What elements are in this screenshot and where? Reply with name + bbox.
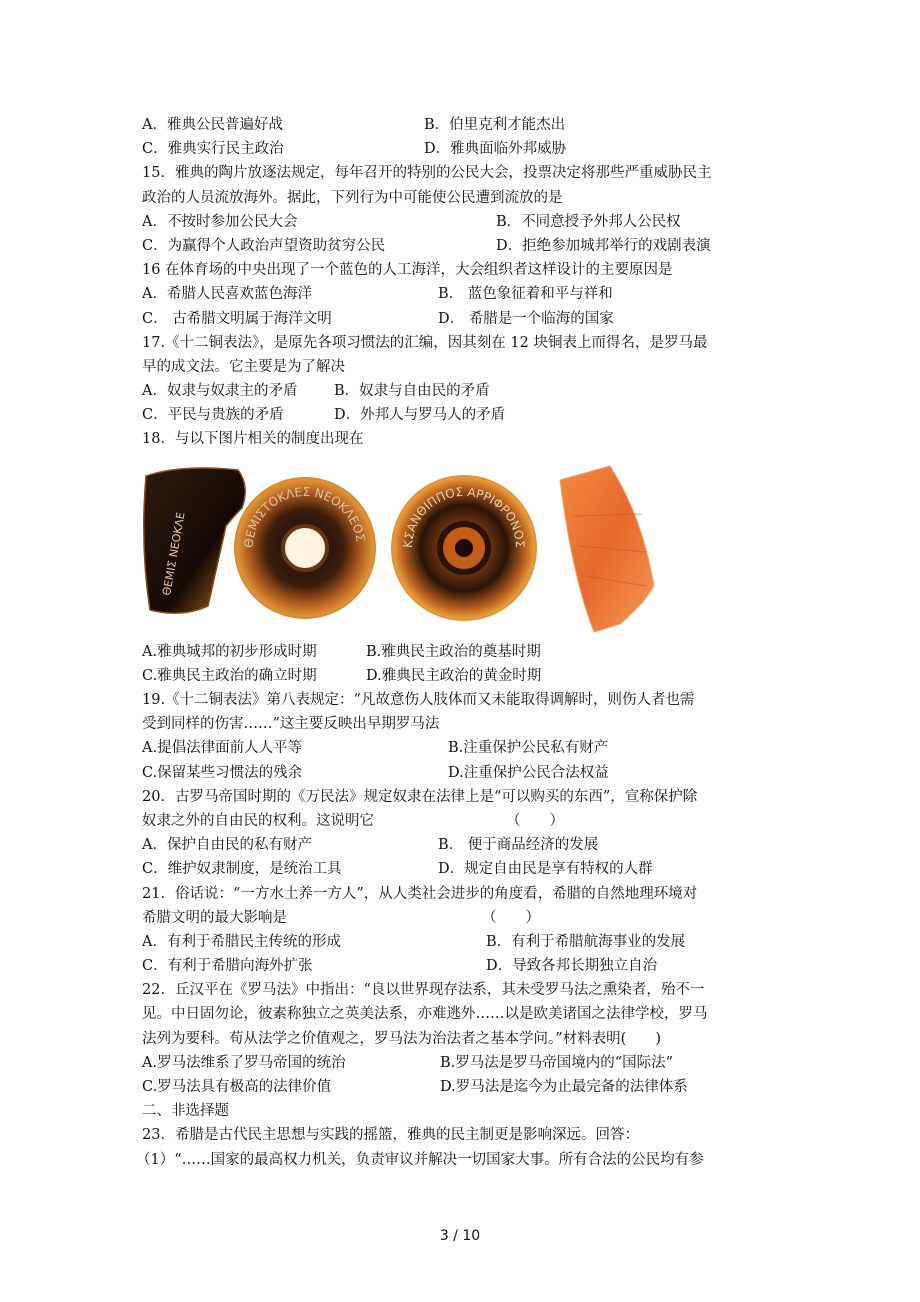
q20-answer-paren: （ ） xyxy=(506,812,564,829)
q17-option-c: C．平民与贵族的矛盾 xyxy=(142,407,284,424)
q22-option-a: A.罗马法维系了罗马帝国的统治 xyxy=(142,1054,346,1071)
page-number: 3 / 10 xyxy=(439,1228,481,1244)
q22-stem-line3: 法列为要科。苟从法学之价值观之，罗马法为治法者之基本学问。”材料表明( ) xyxy=(142,1030,661,1047)
ostrakon-disc-2 xyxy=(392,476,536,620)
ostrakon-shard-1 xyxy=(144,468,245,613)
q22-stem-line1: 22．丘汉平在《罗马法》中指出：“良以世界现存法系，其未受罗马法之熏染者，殆不一 xyxy=(142,982,705,999)
q21-option-d: D．导致各邦长期独立自治 xyxy=(486,958,658,975)
q18-options-row2 xyxy=(142,664,782,688)
q22-stem-line2: 见。中日固勿论，彼素称独立之英美法系，亦难逃外……以是欧美诸国之法律学校，罗马 xyxy=(142,1006,708,1023)
q19-option-b: B.注重保护公民私有财产 xyxy=(448,740,609,757)
q17-options-row2 xyxy=(142,403,782,427)
q16-option-a: A．希腊人民喜欢蓝色海洋 xyxy=(142,286,312,303)
q14-option-c: C．雅典实行民主政治 xyxy=(142,141,284,158)
q18-stem: 18．与以下图片相关的制度出现在 xyxy=(142,431,364,448)
q15-stem-line2: 政治的人员流放海外。据此，下列行为中可能使公民遭到流放的是 xyxy=(142,189,563,206)
q19-stem-line2: 受到同样的伤害……”这主要反映出早期罗马法 xyxy=(142,716,440,733)
q17-option-d: D．外邦人与罗马人的矛盾 xyxy=(334,407,506,424)
q16-options-row1 xyxy=(142,282,782,306)
q15-stem-line1: 15．雅典的陶片放逐法规定，每年召开的特别的公民大会，投票决定将那些严重威胁民主 xyxy=(142,165,712,182)
q17-options-row1 xyxy=(142,379,782,403)
q20-option-b: B． 便于商品经济的发展 xyxy=(438,837,599,854)
q14-options-row1 xyxy=(142,113,782,137)
q15-option-b: B．不同意授予外邦人公民权 xyxy=(496,213,681,230)
ostraka-figure xyxy=(142,456,782,640)
q19-options-row2 xyxy=(142,761,782,785)
q18-option-b: B.雅典民主政治的奠基时期 xyxy=(366,643,541,660)
q17-option-b: B．奴隶与自由民的矛盾 xyxy=(334,383,490,400)
q16-option-d: D． 希腊是一个临海的国家 xyxy=(438,310,614,327)
q16-option-c: C． 古希腊文明属于海洋文明 xyxy=(142,310,332,327)
q22-options-row1 xyxy=(142,1051,782,1075)
q21-stem-line1: 21．俗话说：“一方水土养一方人”，从人类社会进步的角度看，希腊的自然地理环境对 xyxy=(142,885,698,902)
q20-stem-line1: 20．古罗马帝国时期的《万民法》规定奴隶在法律上是“可以购买的东西”，宣称保护除 xyxy=(142,788,698,805)
q23-stem: 23．希腊是古代民主思想与实践的摇篮，雅典的民主制更是影响深远。回答： xyxy=(142,1127,639,1144)
q16-option-b: B． 蓝色象征着和平与祥和 xyxy=(438,286,613,303)
q17-option-a: A．奴隶与奴隶主的矛盾 xyxy=(142,383,298,400)
q20-option-c: C．维护奴隶制度，是统治工具 xyxy=(142,861,342,878)
q19-stem-line1: 19.《十二铜表法》第八表规定：“凡故意伤人肢体而又未能取得调解时，则伤人者也需 xyxy=(142,692,695,708)
q18-option-a: A.雅典城邦的初步形成时期 xyxy=(142,643,317,660)
q22-option-d: D.罗马法是迄今为止最完备的法律体系 xyxy=(440,1079,688,1095)
q21-options-row2 xyxy=(142,954,782,978)
ostraka-image xyxy=(142,456,682,640)
q15-option-a: A．不按时参加公民大会 xyxy=(142,213,298,230)
q14-options-row2 xyxy=(142,137,782,161)
q19-option-d: D.注重保护公民合法权益 xyxy=(448,764,609,781)
q20-option-a: A．保护自由民的私有财产 xyxy=(142,837,312,854)
ostrakon-disc-1 xyxy=(235,478,375,618)
q22-option-c: C.罗马法具有极高的法律价值 xyxy=(142,1079,332,1095)
q23-sub1: （1）“……国家的最高权力机关，负责审议并解决一切国家大事。所有合法的公民均有参 xyxy=(136,1151,704,1168)
q17-stem-line1: 17.《十二铜表法》，是原先各项习惯法的汇编，因其刻在 12 块铜表上而得名，是罗马最 xyxy=(142,334,708,351)
q15-options-row1 xyxy=(142,210,782,234)
q14-option-d: D．雅典面临外邦威胁 xyxy=(424,141,567,158)
q15-option-c: C．为赢得个人政治声望资助贫穷公民 xyxy=(142,237,386,254)
q17-stem-line2: 早的成文法。它主要是为了解决 xyxy=(142,358,345,375)
q21-option-a: A．有利于希腊民主传统的形成 xyxy=(142,933,341,950)
ostrakon-shard-2 xyxy=(560,466,654,632)
q20-options-row2 xyxy=(142,857,782,881)
q20-options-row1 xyxy=(142,833,782,857)
q14-option-a: A．雅典公民普遍好战 xyxy=(142,117,283,133)
q18-option-d: D.雅典民主政治的黄金时期 xyxy=(366,667,542,684)
q20-stem-text: 奴隶之外的自由民的权利。这说明它 xyxy=(142,812,374,829)
q21-stem-text: 希腊文明的最大影响是 xyxy=(142,909,287,926)
q16-stem: 16 在体育场的中央出现了一个蓝色的人工海洋，大会组织者这样设计的主要原因是 xyxy=(142,262,673,279)
q21-answer-paren: （ ） xyxy=(482,909,540,926)
disc-1-inscription: ΘΕΜΙΣΤΟΚΛΕΣ ΝΕΟΚΛΕΟΣ xyxy=(241,484,368,548)
shard-1-inscription: ΘΕΜΙΣ ΝΕΟΚΛΕ xyxy=(160,510,188,597)
q16-options-row2 xyxy=(142,307,782,331)
q21-options-row1 xyxy=(142,930,782,954)
q21-option-c: C．有利于希腊向海外扩张 xyxy=(142,958,313,975)
q15-options-row2 xyxy=(142,234,782,258)
disc-2-inscription: ΚΣΑΝΘΙΠΠΟΣ ΑΡΡΙΦΡΟΝΟΣ xyxy=(400,484,528,548)
q15-option-d: D．拒绝参加城邦举行的戏剧表演 xyxy=(496,237,711,254)
q19-option-c: C.保留某些习惯法的残余 xyxy=(142,764,303,781)
q14-option-b: B．伯里克利才能杰出 xyxy=(424,117,566,133)
q20-stem-line2 xyxy=(142,809,782,833)
page-content xyxy=(136,113,782,1172)
section-2-heading: 二、非选择题 xyxy=(142,1103,229,1120)
q18-options-row1 xyxy=(142,640,782,664)
q18-option-c: C.雅典民主政治的确立时期 xyxy=(142,667,317,684)
q20-option-d: D．规定自由民是享有特权的人群 xyxy=(438,861,653,878)
q22-option-b: B.罗马法是罗马帝国境内的“国际法” xyxy=(440,1054,674,1071)
q22-options-row2 xyxy=(142,1075,782,1099)
q19-options-row1 xyxy=(142,736,782,760)
q21-option-b: B．有利于希腊航海事业的发展 xyxy=(486,933,686,950)
q19-option-a: A.提倡法律面前人人平等 xyxy=(142,740,303,757)
q21-stem-line2 xyxy=(142,906,782,930)
